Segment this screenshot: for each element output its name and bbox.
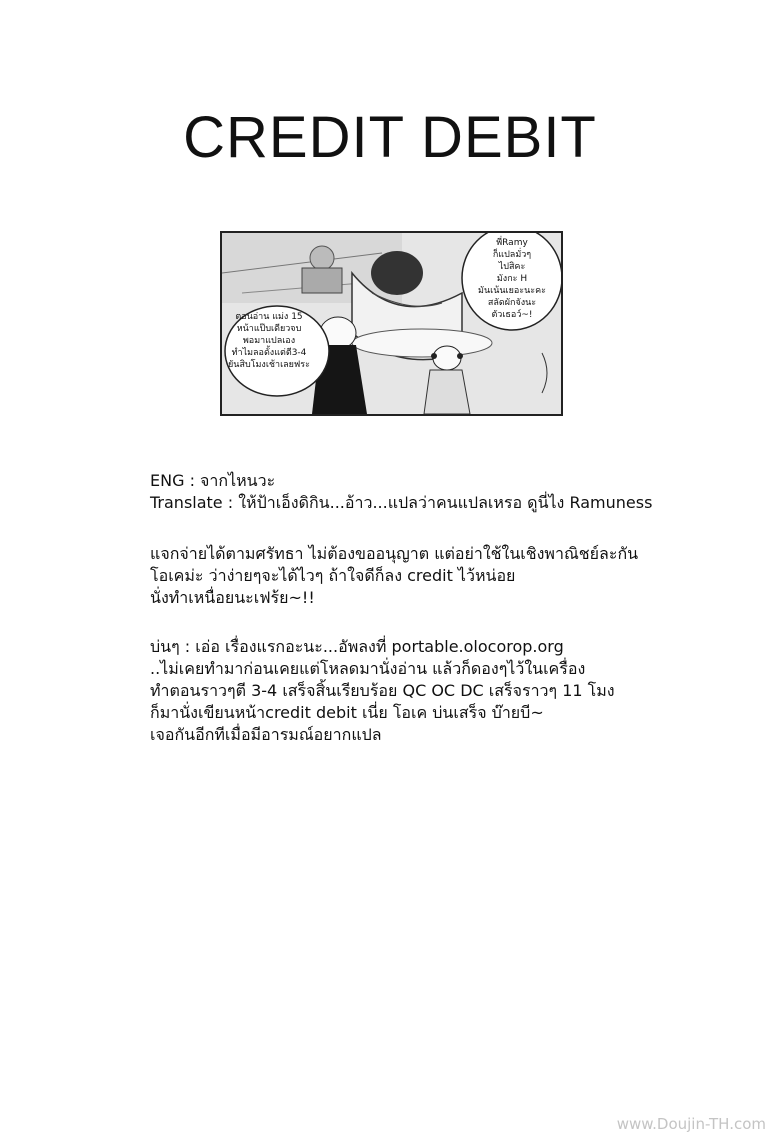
watermark: www.Doujin-TH.com bbox=[616, 1115, 766, 1133]
bubble-line: ตัวเธอว์~! bbox=[491, 310, 533, 320]
bubble-line: ยันสิบโมงเช้าเลยฟระ bbox=[228, 360, 310, 370]
translate-credit: Translate : ให้ป้าเอ็งดิกิน...อ้าว...แปลว่าคนแปลเหรอ ดูนี่ไง Ramuness bbox=[150, 493, 653, 512]
bubble-line: ก็แปลมั่วๆ bbox=[492, 250, 532, 260]
bubble-line: พี่Ramy bbox=[496, 238, 528, 248]
bubble-line: สลัดผักจังนะ bbox=[487, 298, 537, 308]
bubble-line: มันเน้นเยอะนะคะ bbox=[478, 286, 546, 296]
bubble-line: ตอนอ่าน แม่ง 15 bbox=[235, 312, 303, 322]
paragraph-line: เจอกันอีกทีเมื่อมีอารมณ์อยากแปล bbox=[150, 725, 382, 744]
speech-bubble-left bbox=[224, 311, 314, 371]
bubble-line: มังกะ H bbox=[496, 274, 528, 284]
credits-block bbox=[150, 470, 770, 514]
bubble-line: ทำไมลอดั้งแต่ตี3-4 bbox=[231, 348, 307, 358]
paragraph-line: แจกจ่ายได้ตามศรัทธา ไม่ต้องขออนุญาต แต่อย่าใช้ในเชิงพาณิชย์ละกัน bbox=[150, 544, 639, 563]
comic-panel bbox=[220, 231, 563, 416]
speech-bubble-right bbox=[466, 237, 558, 321]
paragraph-line: ก็มานั่งเขียนหน้าcredit debit เนี่ย โอเค บ่นเสร็จ บ๊ายบี~ bbox=[150, 703, 544, 722]
paragraph-line: บ่นๆ : เอ่อ เรื่องแรกอะนะ...อัพลงที่ portable.olocorop.org bbox=[150, 637, 564, 656]
bubble-line: ไปสิคะ bbox=[498, 262, 526, 272]
paragraph-line: โอเคม่ะ ว่าง่ายๆจะได้ไวๆ ถ้าใจดีก็ลง credit ไว้หน่อย bbox=[150, 566, 516, 585]
paragraph-line: ทำตอนราวๆตี 3-4 เสร็จสิ้นเรียบร้อย QC OC DC เสร็จราวๆ 11 โมง bbox=[150, 681, 615, 700]
distribution-paragraph bbox=[150, 543, 770, 609]
bubble-line: พอมาแปลเอง bbox=[242, 336, 296, 346]
paragraph-line: ..ไม่เคยทำมาก่อนเคยแต่โหลดมานั่งอ่าน แล้วก็ดองๆไว้ในเครื่อง bbox=[150, 659, 586, 678]
page-title: CREDIT DEBIT bbox=[183, 105, 597, 170]
paragraph-line: นั่งทำเหนื่อยนะเฟร้ย~!! bbox=[150, 588, 315, 607]
eng-credit: ENG : จากไหนวะ bbox=[150, 471, 276, 490]
bubble-line: หน้าแป๊บเดียวจบ bbox=[236, 324, 302, 334]
notes-paragraph bbox=[150, 636, 770, 746]
